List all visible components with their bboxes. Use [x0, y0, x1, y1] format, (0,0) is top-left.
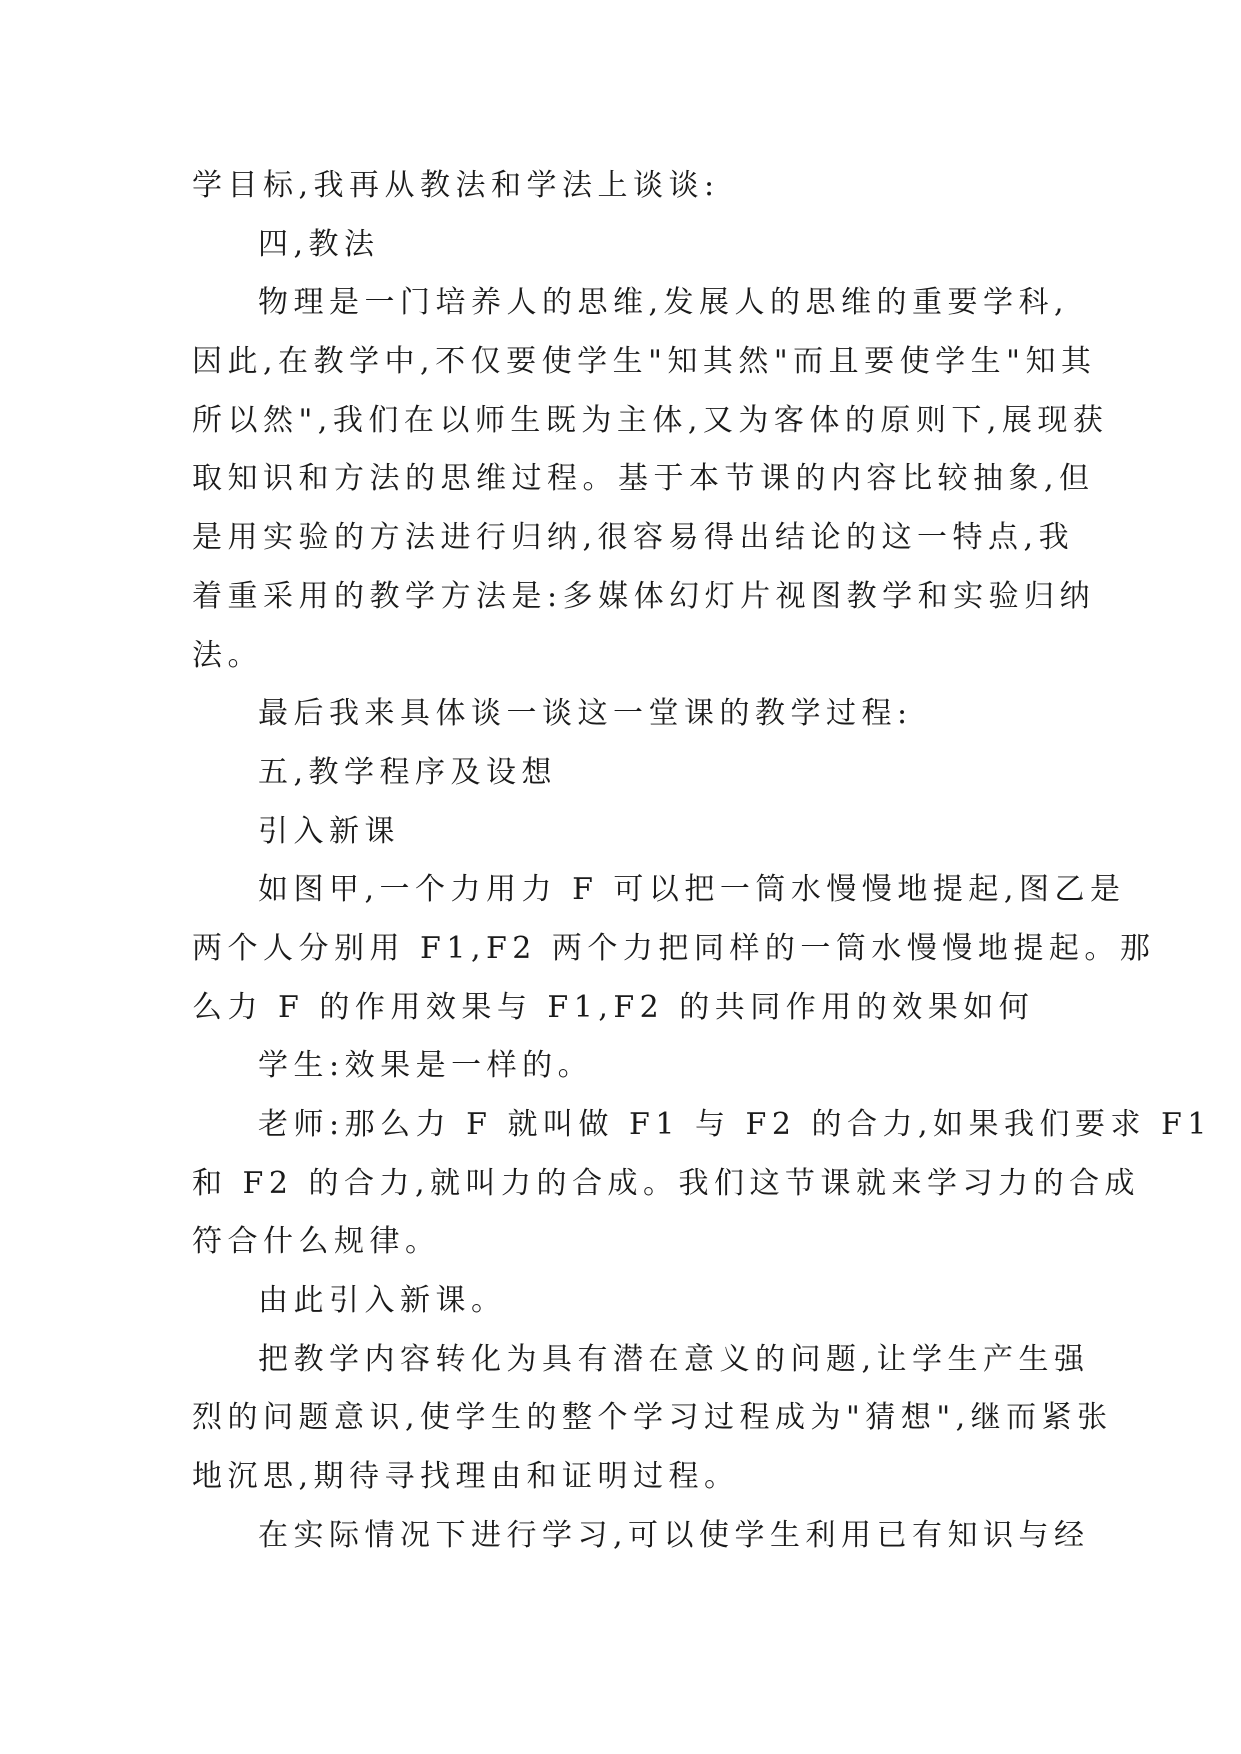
text-line: 物理是一门培养人的思维,发展人的思维的重要学科,	[258, 285, 1070, 321]
section-heading: 四,教法	[258, 226, 380, 262]
text-line: 符合什么规律。	[192, 1224, 441, 1260]
text-line: 老师:那么力 F 就叫做 F1 与 F2 的合力,如果我们要求 F1	[258, 1107, 1212, 1142]
text-line: 是用实验的方法进行归纳,很容易得出结论的这一特点,我	[192, 520, 1075, 556]
text-line: 两个人分别用 F1,F2 两个力把同样的一筒水慢慢地提起。那	[192, 930, 1156, 966]
text-line: 由此引入新课。	[258, 1283, 507, 1319]
text-line: 法。	[192, 637, 263, 673]
text-line: 所以然",我们在以师生既为主体,又为客体的原则下,展现获	[192, 402, 1109, 438]
text-line: 如图甲,一个力用力 F 可以把一筒水慢慢地提起,图乙是	[258, 872, 1126, 908]
text-line: 地沉思,期待寻找理由和证明过程。	[192, 1459, 740, 1495]
text-line: 因此,在教学中,不仅要使学生"知其然"而且要使学生"知其	[192, 344, 1097, 380]
text-line: 学生:效果是一样的。	[258, 1048, 594, 1084]
text-line: 取知识和方法的思维过程。基于本节课的内容比较抽象,但	[192, 461, 1095, 497]
text-line: 和 F2 的合力,就叫力的合成。我们这节课就来学习力的合成	[192, 1165, 1141, 1201]
text-line: 把教学内容转化为具有潜在意义的问题,让学生产生强	[258, 1341, 1090, 1377]
text-line: 着重采用的教学方法是:多媒体幻灯片视图教学和实验归纳	[192, 578, 1096, 614]
subsection-heading: 引入新课	[258, 813, 400, 849]
text-line: 烈的问题意识,使学生的整个学习过程成为"猜想",继而紧张	[192, 1400, 1113, 1436]
section-heading: 五,教学程序及设想	[258, 754, 558, 790]
text-line: 最后我来具体谈一谈这一堂课的教学过程:	[258, 696, 913, 732]
text-line: 么力 F 的作用效果与 F1,F2 的共同作用的效果如何	[192, 989, 1035, 1025]
text-line: 在实际情况下进行学习,可以使学生利用已有知识与经	[258, 1517, 1090, 1553]
document-body	[192, 157, 1212, 1566]
text-line: 学目标,我再从教法和学法上谈谈:	[192, 168, 720, 203]
